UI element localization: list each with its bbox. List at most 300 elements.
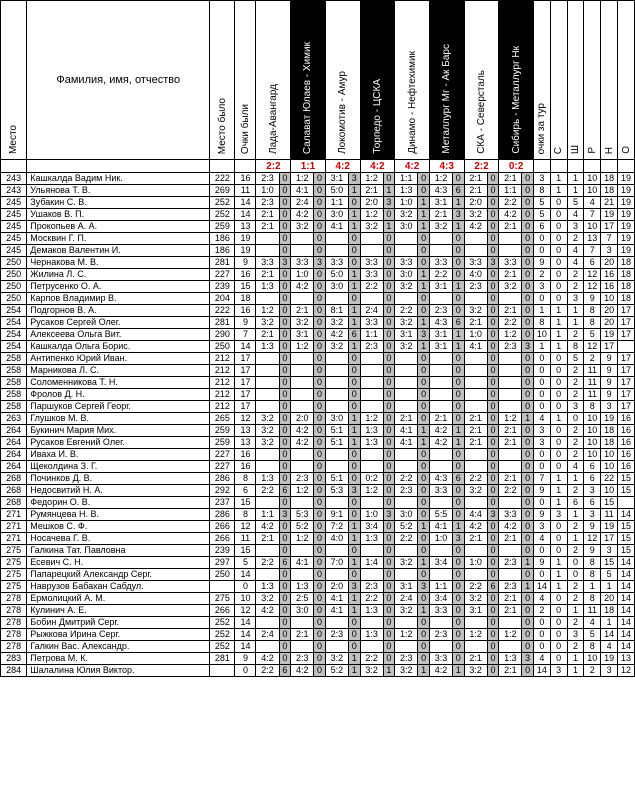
- cell-m7-score: [464, 569, 487, 581]
- cell-m5-score: 3:0: [395, 221, 418, 233]
- column-header-place: Место: [1, 1, 27, 160]
- cell-m5-score: [395, 545, 418, 557]
- cell-m3-pts: 0: [348, 365, 360, 377]
- cell-m6-score: 1:2: [429, 173, 452, 185]
- cell-m6-pts: 3: [453, 533, 465, 545]
- cell-m7-pts: 0: [487, 473, 499, 485]
- cell-m1-score: [256, 617, 279, 629]
- cell-place-before: 252: [210, 641, 235, 653]
- cell-m4-score: [360, 449, 383, 461]
- cell-place: 268: [1, 485, 27, 497]
- cell-m3-pts: 0: [348, 197, 360, 209]
- cell-m3-score: [325, 353, 348, 365]
- cell-m6-pts: 0: [453, 641, 465, 653]
- cell-m7-pts: 0: [487, 425, 499, 437]
- cell-stat-3: 3: [584, 509, 601, 521]
- column-header-match-1: Лада-Авангард: [256, 1, 291, 160]
- cell-m5-score: [395, 365, 418, 377]
- cell-stat-2: 2: [567, 269, 584, 281]
- table-row: [1, 281, 635, 293]
- cell-m8-pts: 0: [522, 353, 534, 365]
- cell-m3-score: [325, 293, 348, 305]
- cell-m3-score: 3:0: [325, 209, 348, 221]
- cell-m8-score: [499, 641, 522, 653]
- cell-m3-pts: 0: [348, 629, 360, 641]
- cell-stat-5: [618, 341, 635, 353]
- cell-m8-score: [499, 401, 522, 413]
- cell-m7-score: 2:1: [464, 653, 487, 665]
- cell-tour-points: 0: [533, 293, 550, 305]
- cell-place: 268: [1, 497, 27, 509]
- cell-m6-pts: 0: [453, 461, 465, 473]
- cell-m6-pts: 0: [453, 401, 465, 413]
- table-row: [1, 353, 635, 365]
- cell-m2-score: [291, 545, 314, 557]
- cell-tour-points: 0: [533, 497, 550, 509]
- cell-m6-score: 3:1: [429, 341, 452, 353]
- cell-m6-pts: 0: [453, 497, 465, 509]
- cell-m1-pts: 0: [279, 341, 291, 353]
- cell-m4-score: [360, 389, 383, 401]
- cell-m7-score: 3:2: [464, 665, 487, 677]
- table-row: [1, 197, 635, 209]
- cell-stat-1: 1: [550, 317, 567, 329]
- cell-name: Наврузов Бабахан Сабдул.: [27, 581, 210, 593]
- cell-points-before: 13: [235, 425, 256, 437]
- cell-m4-score: 2:2: [360, 281, 383, 293]
- cell-place: 271: [1, 533, 27, 545]
- cell-place-before: 212: [210, 389, 235, 401]
- cell-stat-1: 3: [550, 509, 567, 521]
- cell-m8-score: 1:1: [499, 185, 522, 197]
- cell-stat-1: 0: [550, 449, 567, 461]
- cell-m4-pts: 0: [383, 617, 395, 629]
- cell-stat-1: 3: [550, 665, 567, 677]
- cell-m3-pts: 1: [348, 653, 360, 665]
- cell-points-before: 17: [235, 389, 256, 401]
- cell-stat-2: 5: [567, 353, 584, 365]
- table-row: [1, 617, 635, 629]
- cell-m5-score: [395, 401, 418, 413]
- cell-m1-score: [256, 401, 279, 413]
- cell-stat-3: 8: [584, 557, 601, 569]
- cell-m5-pts: 1: [418, 665, 430, 677]
- cell-stat-4: 3: [601, 245, 618, 257]
- cell-m4-score: [360, 401, 383, 413]
- cell-stat-5: 12: [618, 665, 635, 677]
- cell-place: 275: [1, 557, 27, 569]
- cell-m4-score: [360, 377, 383, 389]
- cell-m4-score: [360, 293, 383, 305]
- cell-m3-score: 4:0: [325, 533, 348, 545]
- cell-m5-pts: 1: [418, 221, 430, 233]
- cell-m6-score: [429, 293, 452, 305]
- cell-m3-score: 5:3: [325, 485, 348, 497]
- cell-points-before: 14: [235, 641, 256, 653]
- cell-m5-score: 1:1: [395, 173, 418, 185]
- cell-m6-score: 3:1: [429, 197, 452, 209]
- cell-m5-pts: 0: [418, 413, 430, 425]
- cell-points-before: 5: [235, 557, 256, 569]
- cell-m3-pts: 1: [348, 665, 360, 677]
- cell-name: Антипенко Юрий Иван.: [27, 353, 210, 365]
- cell-name: Ивахa И. В.: [27, 449, 210, 461]
- cell-place: 254: [1, 317, 27, 329]
- cell-m7-score: [464, 641, 487, 653]
- cell-m5-score: [395, 449, 418, 461]
- cell-m8-score: 2:2: [499, 317, 522, 329]
- cell-points-before: 14: [235, 629, 256, 641]
- cell-m2-pts: 0: [314, 341, 326, 353]
- cell-m1-score: [256, 461, 279, 473]
- cell-m6-pts: 6: [453, 185, 465, 197]
- cell-tour-points: 0: [533, 365, 550, 377]
- cell-stat-5: 18: [618, 269, 635, 281]
- cell-m2-score: 5:2: [291, 521, 314, 533]
- cell-m4-score: [360, 569, 383, 581]
- cell-m1-score: 2:3: [256, 173, 279, 185]
- cell-m5-pts: 3: [418, 329, 430, 341]
- cell-m8-score: [499, 545, 522, 557]
- cell-points-before: 10: [235, 593, 256, 605]
- cell-name: Кашкалда Ольга Борис.: [27, 341, 210, 353]
- cell-m7-pts: 0: [487, 377, 499, 389]
- cell-place: 278: [1, 629, 27, 641]
- cell-m4-pts: 0: [383, 245, 395, 257]
- cell-stat-2: 0: [567, 413, 584, 425]
- cell-m8-pts: 0: [522, 377, 534, 389]
- table-row: [1, 245, 635, 257]
- cell-stat-4: 11: [601, 509, 618, 521]
- cell-m7-score: 2:1: [464, 185, 487, 197]
- cell-m4-score: 1:2: [360, 173, 383, 185]
- cell-m2-pts: 0: [314, 437, 326, 449]
- cell-stat-2: 3: [567, 629, 584, 641]
- cell-stat-1: 1: [550, 485, 567, 497]
- column-header-match-3: Локомотив - Амур: [325, 1, 360, 160]
- cell-stat-3: 6: [584, 473, 601, 485]
- column-header-match-7: СКА - Северсталь: [464, 1, 499, 160]
- cell-m3-pts: 1: [348, 557, 360, 569]
- cell-m6-score: 3:4: [429, 557, 452, 569]
- cell-m7-score: 2:0: [464, 197, 487, 209]
- cell-m5-score: 3:1: [395, 581, 418, 593]
- cell-m5-pts: 1: [418, 605, 430, 617]
- cell-m3-score: 3:0: [325, 281, 348, 293]
- cell-m5-pts: 0: [418, 533, 430, 545]
- cell-m2-pts: 0: [314, 665, 326, 677]
- cell-m5-pts: 0: [418, 569, 430, 581]
- cell-m1-score: [256, 545, 279, 557]
- cell-m8-pts: 0: [522, 365, 534, 377]
- cell-place: 271: [1, 521, 27, 533]
- cell-m6-score: 3:2: [429, 221, 452, 233]
- cell-stat-5: 14: [618, 569, 635, 581]
- cell-m3-score: 1:1: [325, 197, 348, 209]
- table-row: [1, 461, 635, 473]
- cell-place: 263: [1, 413, 27, 425]
- cell-m6-pts: 0: [453, 629, 465, 641]
- cell-m6-score: 3:1: [429, 281, 452, 293]
- cell-place-before: 286: [210, 509, 235, 521]
- cell-m6-pts: 0: [453, 509, 465, 521]
- cell-m7-score: 2:2: [464, 473, 487, 485]
- cell-m2-pts: 0: [314, 353, 326, 365]
- cell-stat-4: 10: [601, 293, 618, 305]
- cell-points-before: 16: [235, 305, 256, 317]
- cell-place-before: 222: [210, 305, 235, 317]
- cell-m1-pts: 0: [279, 221, 291, 233]
- cell-place-before: 212: [210, 353, 235, 365]
- cell-place: 258: [1, 353, 27, 365]
- cell-m1-score: 1:3: [256, 341, 279, 353]
- cell-m1-pts: 0: [279, 413, 291, 425]
- cell-m3-score: [325, 377, 348, 389]
- cell-tour-points: 8: [533, 317, 550, 329]
- cell-place-before: 212: [210, 377, 235, 389]
- cell-place: 258: [1, 389, 27, 401]
- cell-tour-points: 0: [533, 545, 550, 557]
- cell-tour-points: 7: [533, 473, 550, 485]
- cell-m3-score: [325, 641, 348, 653]
- cell-m8-score: 1:2: [499, 413, 522, 425]
- cell-m7-score: 3:2: [464, 305, 487, 317]
- cell-m3-score: [325, 461, 348, 473]
- table-row: [1, 317, 635, 329]
- cell-place-before: 266: [210, 533, 235, 545]
- cell-m3-score: 3:2: [325, 341, 348, 353]
- cell-m7-score: [464, 389, 487, 401]
- cell-stat-5: 14: [618, 605, 635, 617]
- cell-place: 245: [1, 245, 27, 257]
- cell-m6-pts: 1: [453, 665, 465, 677]
- cell-points-before: 0: [235, 665, 256, 677]
- cell-m8-pts: 0: [522, 605, 534, 617]
- cell-m2-score: [291, 365, 314, 377]
- cell-m2-score: 2:0: [291, 413, 314, 425]
- cell-m7-score: 3:2: [464, 209, 487, 221]
- cell-m4-pts: 0: [383, 653, 395, 665]
- cell-m2-pts: 0: [314, 449, 326, 461]
- cell-points-before: 17: [235, 401, 256, 413]
- cell-m3-score: [325, 401, 348, 413]
- cell-place: 250: [1, 269, 27, 281]
- table-row: [1, 485, 635, 497]
- cell-m3-score: 5:2: [325, 665, 348, 677]
- cell-m2-pts: 0: [314, 509, 326, 521]
- cell-m1-score: 3:3: [256, 257, 279, 269]
- cell-m8-pts: 0: [522, 281, 534, 293]
- cell-m8-score: 2:1: [499, 473, 522, 485]
- cell-stat-5: 18: [618, 281, 635, 293]
- cell-m8-pts: 0: [522, 641, 534, 653]
- cell-m1-score: [256, 497, 279, 509]
- cell-stat-2: 2: [567, 641, 584, 653]
- cell-m3-pts: 0: [348, 257, 360, 269]
- cell-m6-pts: 0: [453, 413, 465, 425]
- cell-m7-pts: 0: [487, 653, 499, 665]
- cell-m3-pts: 0: [348, 389, 360, 401]
- cell-stat-2: 1: [567, 665, 584, 677]
- cell-place: 254: [1, 305, 27, 317]
- cell-stat-1: 1: [550, 173, 567, 185]
- cell-stat-2: 1: [567, 533, 584, 545]
- cell-name: Русаков Евгений Олег.: [27, 437, 210, 449]
- cell-m6-pts: 0: [453, 581, 465, 593]
- cell-m7-pts: 0: [487, 665, 499, 677]
- cell-stat-4: 9: [601, 365, 618, 377]
- cell-m4-pts: 0: [383, 521, 395, 533]
- cell-m5-pts: 0: [418, 245, 430, 257]
- cell-m7-score: [464, 377, 487, 389]
- cell-m6-score: [429, 389, 452, 401]
- cell-m4-score: 2:2: [360, 593, 383, 605]
- cell-m2-score: 4:1: [291, 557, 314, 569]
- cell-stat-4: 16: [601, 281, 618, 293]
- cell-m7-pts: 0: [487, 281, 499, 293]
- cell-stat-4: 19: [601, 209, 618, 221]
- cell-m2-pts: 0: [314, 641, 326, 653]
- cell-m4-score: 1:2: [360, 209, 383, 221]
- cell-points-before: 19: [235, 245, 256, 257]
- cell-stat-5: 15: [618, 521, 635, 533]
- cell-stat-4: 19: [601, 413, 618, 425]
- cell-place-before: 204: [210, 293, 235, 305]
- cell-m2-score: 3:3: [291, 257, 314, 269]
- cell-place: 254: [1, 341, 27, 353]
- cell-name: Бобин Дмитрий Серг.: [27, 617, 210, 629]
- cell-m7-pts: 0: [487, 641, 499, 653]
- cell-place-before: 252: [210, 197, 235, 209]
- cell-m6-score: 5:5: [429, 509, 452, 521]
- cell-m4-pts: 3: [383, 197, 395, 209]
- cell-stat-3: 6: [584, 497, 601, 509]
- cell-stat-4: 18: [601, 425, 618, 437]
- cell-stat-5: 17: [618, 329, 635, 341]
- cell-m3-pts: 0: [348, 293, 360, 305]
- match-result-4: 4:2: [360, 160, 395, 173]
- cell-m6-score: [429, 353, 452, 365]
- cell-m1-score: [256, 389, 279, 401]
- cell-m4-pts: 0: [383, 353, 395, 365]
- cell-name: Галкина Тат. Павловна: [27, 545, 210, 557]
- cell-stat-4: 17: [601, 533, 618, 545]
- cell-place-before: 275: [210, 593, 235, 605]
- cell-stat-4: 18: [601, 605, 618, 617]
- cell-m2-score: 1:3: [291, 581, 314, 593]
- cell-place: 254: [1, 329, 27, 341]
- table-row: [1, 377, 635, 389]
- cell-stat-1: 0: [550, 233, 567, 245]
- cell-stat-3: 7: [584, 245, 601, 257]
- cell-stat-2: 1: [567, 605, 584, 617]
- cell-m7-score: [464, 497, 487, 509]
- cell-m1-score: 1:1: [256, 509, 279, 521]
- cell-stat-3: 10: [584, 173, 601, 185]
- cell-m7-pts: 0: [487, 557, 499, 569]
- cell-points-before: 11: [235, 533, 256, 545]
- cell-m7-score: 1:2: [464, 629, 487, 641]
- cell-name: Петрова М. К.: [27, 653, 210, 665]
- cell-m5-score: 2:4: [395, 593, 418, 605]
- cell-m6-score: [429, 617, 452, 629]
- cell-stat-5: 14: [618, 557, 635, 569]
- cell-tour-points: 0: [533, 353, 550, 365]
- cell-stat-5: 14: [618, 617, 635, 629]
- cell-m7-pts: 0: [487, 401, 499, 413]
- cell-m7-pts: 0: [487, 329, 499, 341]
- cell-m3-pts: 1: [348, 521, 360, 533]
- cell-m8-score: [499, 245, 522, 257]
- cell-m6-pts: 1: [453, 341, 465, 353]
- cell-place-before: 252: [210, 629, 235, 641]
- cell-m4-pts: 0: [383, 425, 395, 437]
- cell-m5-score: 2:2: [395, 533, 418, 545]
- cell-tour-points: 0: [533, 641, 550, 653]
- cell-m8-score: 4:2: [499, 209, 522, 221]
- cell-stat-5: 16: [618, 437, 635, 449]
- cell-stat-2: 2: [567, 545, 584, 557]
- cell-m6-pts: 0: [453, 593, 465, 605]
- cell-m2-score: [291, 353, 314, 365]
- table-row: [1, 233, 635, 245]
- cell-m3-score: 5:1: [325, 473, 348, 485]
- cell-m5-score: 4:1: [395, 425, 418, 437]
- cell-name: Соломенникова Т. Н.: [27, 377, 210, 389]
- table-row: [1, 305, 635, 317]
- cell-m6-score: [429, 641, 452, 653]
- cell-m3-score: [325, 389, 348, 401]
- cell-m7-pts: 0: [487, 221, 499, 233]
- cell-stat-1: 0: [550, 437, 567, 449]
- cell-m6-score: 2:3: [429, 629, 452, 641]
- cell-place-before: 239: [210, 545, 235, 557]
- cell-stat-1: 0: [550, 521, 567, 533]
- cell-place-before: 212: [210, 401, 235, 413]
- cell-stat-1: 0: [550, 593, 567, 605]
- cell-m5-pts: 0: [418, 185, 430, 197]
- cell-m6-pts: 0: [453, 545, 465, 557]
- cell-m1-pts: 0: [279, 293, 291, 305]
- cell-m3-score: 8:1: [325, 305, 348, 317]
- cell-m3-pts: 0: [348, 473, 360, 485]
- cell-m1-pts: 0: [279, 437, 291, 449]
- cell-m3-pts: 0: [348, 569, 360, 581]
- cell-m6-score: [429, 449, 452, 461]
- cell-stat-1: 0: [550, 389, 567, 401]
- cell-place: 278: [1, 605, 27, 617]
- cell-m6-score: [429, 377, 452, 389]
- cell-m5-pts: 1: [418, 209, 430, 221]
- cell-m4-pts: 0: [383, 605, 395, 617]
- cell-m6-pts: 0: [453, 617, 465, 629]
- cell-m4-pts: 0: [383, 641, 395, 653]
- cell-m7-score: 3:2: [464, 593, 487, 605]
- cell-stat-2: 2: [567, 521, 584, 533]
- cell-stat-5: 14: [618, 593, 635, 605]
- cell-m6-pts: 0: [453, 233, 465, 245]
- cell-m8-pts: 0: [522, 233, 534, 245]
- cell-m4-pts: 0: [383, 413, 395, 425]
- cell-m6-score: 2:1: [429, 413, 452, 425]
- cell-m7-score: [464, 293, 487, 305]
- cell-stat-5: 16: [618, 425, 635, 437]
- cell-m3-score: [325, 233, 348, 245]
- cell-place-before: 222: [210, 173, 235, 185]
- cell-m3-pts: 1: [348, 209, 360, 221]
- cell-m6-pts: 0: [453, 257, 465, 269]
- cell-m1-pts: 0: [279, 605, 291, 617]
